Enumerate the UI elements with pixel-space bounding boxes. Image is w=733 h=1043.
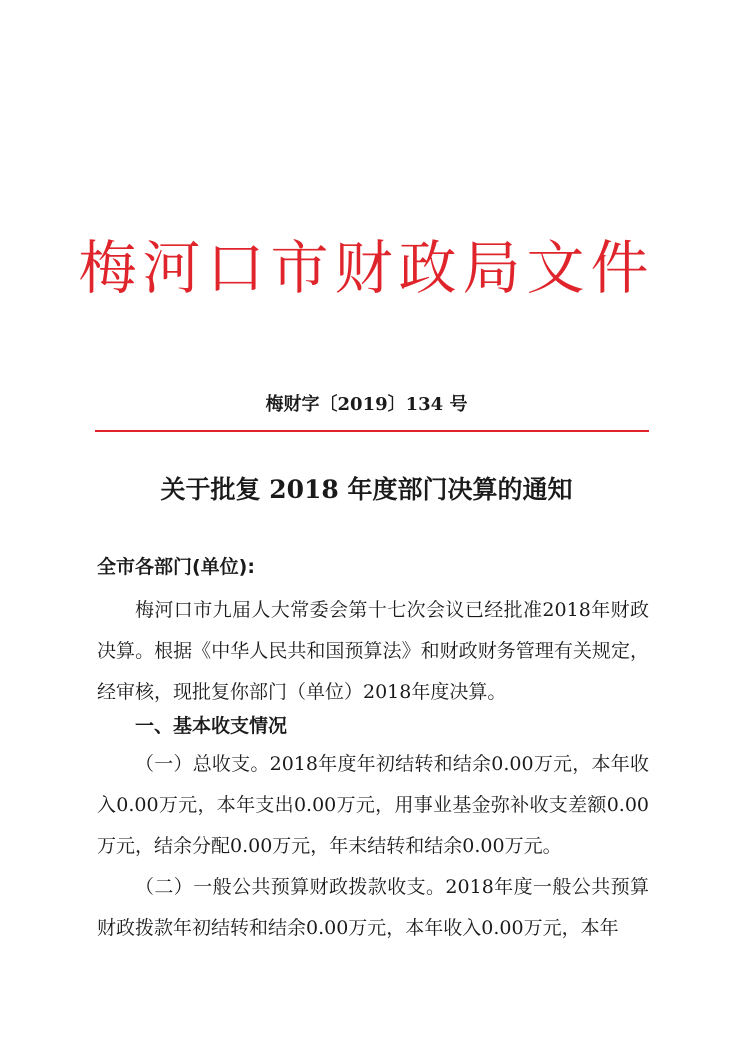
- paragraph-total-income-expenditure: （一）总收支。2018年度年初结转和结余0.00万元，本年收入0.00万元，本年支出0.00万元，用事业基金弥补收支差额0.00万元，结余分配0.00万元，年末结转和结余0.00万元。: [97, 753, 649, 857]
- document-header-title: 梅河口市财政局文件: [78, 234, 655, 302]
- salutation: 全市各部门(单位):: [97, 556, 255, 578]
- document-number: 梅财字〔2019〕134 号: [265, 394, 468, 415]
- notice-title: 关于批复 2018 年度部门决算的通知: [160, 475, 573, 504]
- paragraph-intro: 梅河口市九届人大常委会第十七次会议已经批准2018年财政决算。根据《中华人民共和国预算法》和财政财务管理有关规定，经审核，现批复你部门（单位）2018年度决算。: [97, 599, 649, 703]
- paragraph-general-public-budget: （二）一般公共预算财政拨款收支。2018年度一般公共预算财政拨款年初结转和结余0.00万元，本年收入0.00万元，本年: [97, 876, 649, 939]
- section-heading-basic-income-expenditure: 一、基本收支情况: [135, 715, 288, 737]
- red-divider-line: [95, 430, 649, 432]
